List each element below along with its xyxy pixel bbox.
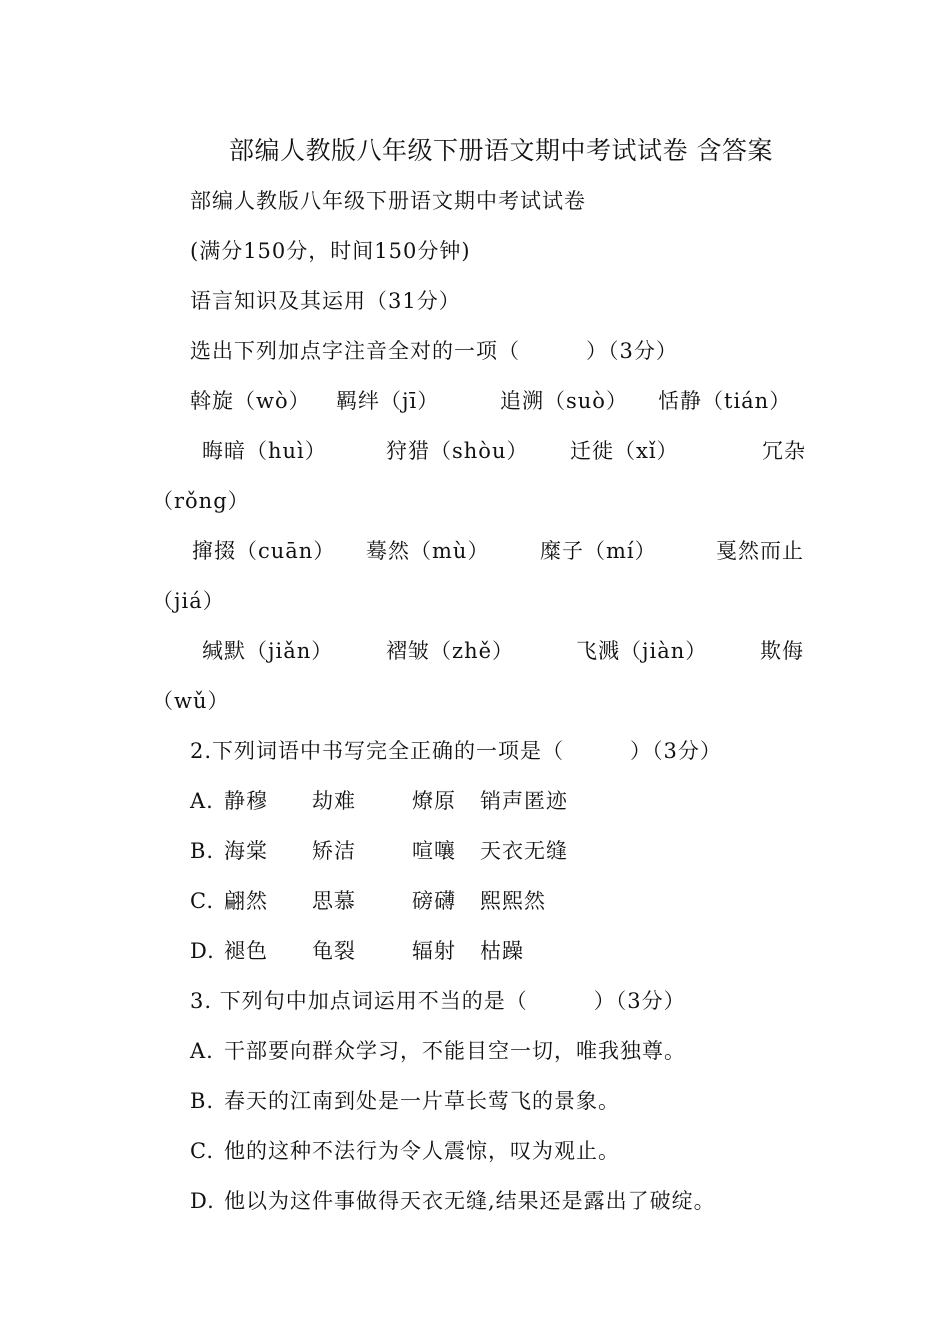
option-word: 思慕: [312, 889, 356, 913]
option-text: 春天的江南到处是一片草长莺飞的景象。: [224, 1089, 620, 1113]
score-info: (满分150分，时间150分钟): [190, 239, 471, 263]
option-letter: A.: [190, 789, 214, 813]
pinyin-item: 冗杂: [762, 439, 806, 463]
option-letter: C.: [190, 889, 214, 913]
option-letter: D.: [190, 1189, 215, 1213]
option-word: 翩然: [224, 889, 268, 913]
pinyin-continuation: （rǒng）: [152, 489, 250, 513]
pinyin-item: 恬静（tián）: [658, 389, 792, 413]
option-word: 天衣无缝: [480, 839, 568, 863]
option-word: 燎原: [412, 789, 456, 813]
option-word: 劫难: [312, 789, 356, 813]
question-2-stem: 2.下列词语中书写完全正确的一项是（ ）（3分）: [190, 739, 722, 763]
pinyin-item: 欺侮: [760, 639, 804, 663]
pinyin-item: 糜子（mí）: [540, 539, 657, 563]
pinyin-item: 狩猎（shòu）: [386, 439, 529, 463]
pinyin-item: 羁绊（jī）: [336, 389, 440, 413]
option-word: 静穆: [224, 789, 268, 813]
option-word: 磅礴: [412, 889, 456, 913]
question-3-stem: 3. 下列句中加点词运用不当的是（ ）（3分）: [190, 989, 686, 1013]
option-letter: D.: [190, 939, 215, 963]
option-word: 辐射: [412, 939, 456, 963]
pinyin-item: 褶皱（zhě）: [386, 639, 515, 663]
pinyin-item: 缄默（jiǎn）: [202, 639, 334, 663]
option-text: 他的这种不法行为令人震惊，叹为观止。: [224, 1139, 620, 1163]
pinyin-item: 撺掇（cuān）: [192, 539, 336, 563]
pinyin-item: 迁徙（xǐ）: [570, 439, 679, 463]
exam-subtitle: 部编人教版八年级下册语文期中考试试卷: [190, 189, 586, 213]
option-word: 销声匿迹: [480, 789, 568, 813]
option-letter: B.: [190, 839, 215, 863]
pinyin-item: 戛然而止: [716, 539, 804, 563]
pinyin-item: 晦暗（huì）: [202, 439, 327, 463]
question-1-stem: 选出下列加点字注音全对的一项（ ）（3分）: [190, 339, 678, 363]
option-word: 喧嚷: [412, 839, 456, 863]
question-3-option-d: [0, 1186, 950, 1276]
pinyin-item: 斡旋（wò）: [190, 389, 311, 413]
option-text: 干部要向群众学习，不能目空一切，唯我独尊。: [224, 1039, 686, 1063]
option-word: 矫洁: [312, 839, 356, 863]
pinyin-item: 蓦然（mù）: [366, 539, 490, 563]
document-title: 部编人教版八年级下册语文期中考试试卷 含答案: [229, 136, 773, 165]
option-text: 他以为这件事做得天衣无缝,结果还是露出了破绽。: [224, 1189, 716, 1213]
option-letter: C.: [190, 1139, 214, 1163]
section-title: 语言知识及其运用（31分）: [190, 289, 461, 313]
option-word: 熙熙然: [480, 889, 546, 913]
option-letter: B.: [190, 1089, 215, 1113]
option-word: 枯躁: [480, 939, 524, 963]
pinyin-item: 飞溅（jiàn）: [576, 639, 708, 663]
option-word: 龟裂: [312, 939, 356, 963]
pinyin-item: 追溯（suò）: [500, 389, 628, 413]
pinyin-continuation: （jiá）: [152, 589, 225, 613]
option-letter: A.: [190, 1039, 214, 1063]
option-word: 褪色: [224, 939, 268, 963]
pinyin-continuation: （wǔ）: [152, 689, 230, 713]
option-word: 海棠: [224, 839, 268, 863]
